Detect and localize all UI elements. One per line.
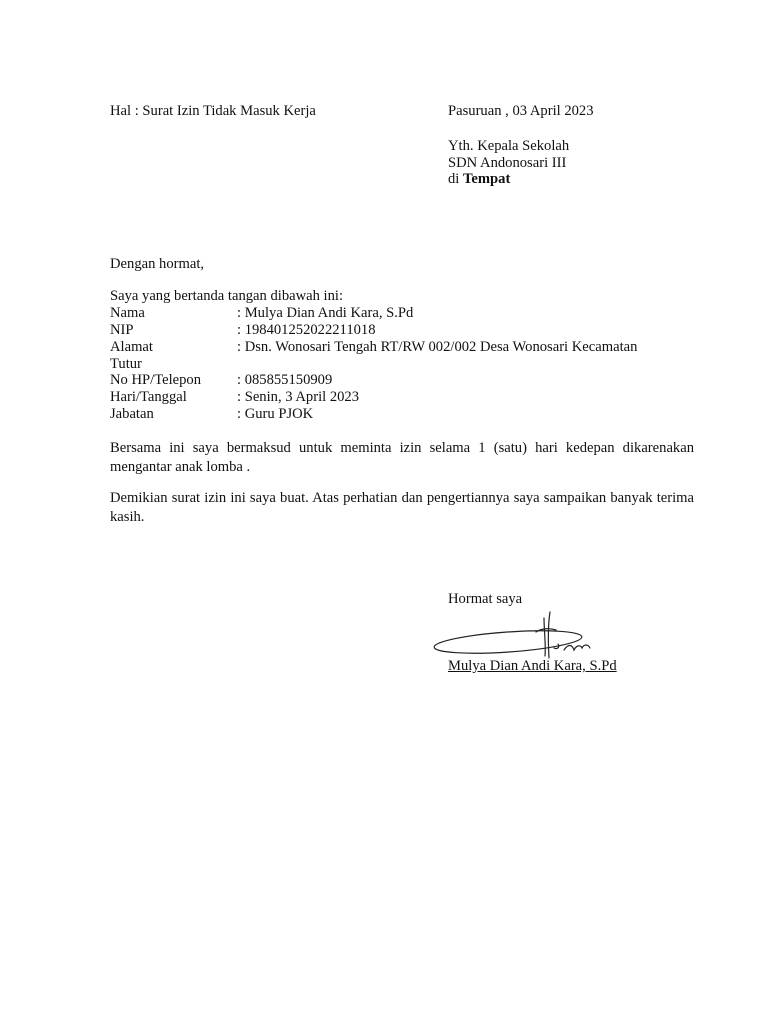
field-value: : Mulya Dian Andi Kara, S.Pd — [237, 305, 414, 321]
body-paragraph-2: Demikian surat izin ini saya buat. Atas perhatian dan pengertiannya saya sampaikan banyak terima kasih. — [110, 490, 694, 525]
recipient-line-3 — [448, 171, 569, 188]
recipient-address — [448, 138, 569, 188]
signature-mark — [432, 606, 612, 666]
field-value: : 085855150909 — [237, 372, 333, 388]
recipient-line-1: Yth. Kepala Sekolah — [448, 138, 570, 154]
body-paragraph-1: Bersama ini saya bermaksud untuk meminta izin selama 1 (satu) hari kedepan dikarenakan mengantar anak lomba . — [110, 440, 694, 475]
field-value: : Guru PJOK — [237, 406, 314, 422]
field-value: : 198401252022211018 — [237, 322, 376, 338]
field-label: Jabatan — [110, 406, 154, 422]
recipient-prefix: di — [448, 171, 463, 188]
field-label: No HP/Telepon — [110, 372, 201, 388]
field-label: Alamat — [110, 339, 153, 355]
field-value: : Dsn. Wonosari Tengah RT/RW 002/002 Desa Wonosari Kecamatan — [237, 339, 638, 355]
signer-name: Mulya Dian Andi Kara, S.Pd — [448, 658, 617, 674]
intro-line: Saya yang bertanda tangan dibawah ini: — [110, 288, 344, 304]
field-label: Tutur — [110, 356, 142, 372]
closing: Hormat saya — [448, 591, 523, 607]
letter-subject: Hal : Surat Izin Tidak Masuk Kerja — [110, 103, 316, 119]
recipient-place: Tempat — [463, 171, 511, 188]
field-label: Nama — [110, 305, 145, 321]
place-date: Pasuruan , 03 April 2023 — [448, 103, 594, 119]
field-label: Hari/Tanggal — [110, 389, 187, 405]
field-label: NIP — [110, 322, 134, 338]
field-value: : Senin, 3 April 2023 — [237, 389, 360, 405]
greeting: Dengan hormat, — [110, 256, 205, 272]
recipient-line-2: SDN Andonosari III — [448, 154, 567, 171]
